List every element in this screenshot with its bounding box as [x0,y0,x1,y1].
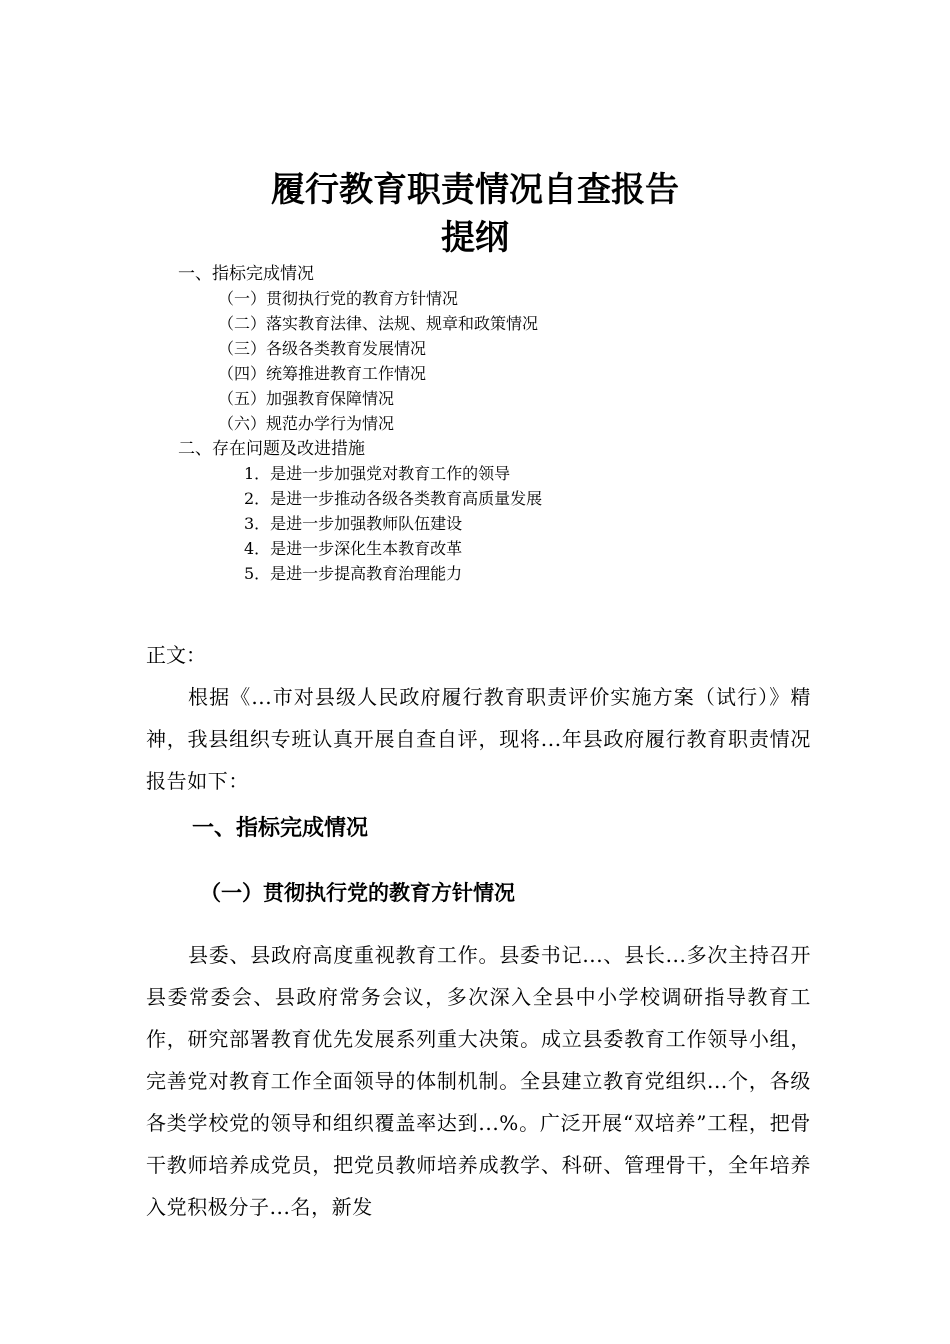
outline-numbered-item: 1．是进一步加强党对教育工作的领导 [244,464,511,483]
outline-heading-2: 二、存在问题及改进措施 [178,439,365,459]
document-title: 履行教育职责情况自查报告 [271,170,679,210]
outline-item: （三）各级各类教育发展情况 [218,339,427,358]
outline-item: （一）贯彻执行党的教育方针情况 [218,289,459,308]
subsection-heading: （一）贯彻执行党的教育方针情况 [200,880,515,905]
outline-numbered-item: 5．是进一步提高教育治理能力 [244,564,463,583]
outline-item: （四）统筹推进教育工作情况 [218,364,427,383]
outline-item: （六）规范办学行为情况 [218,414,395,433]
intro-paragraph: 根据《...市对县级人民政府履行教育职责评价实施方案（试行）》精神，我县组织专班认真开展自查自评，现将...年县政府履行教育职责情况报告如下： [146,685,811,793]
outline-item: （二）落实教育法律、法规、规章和政策情况 [218,314,539,333]
outline-heading-1: 一、指标完成情况 [178,264,314,284]
outline-item: （五）加强教育保障情况 [218,389,395,408]
outline-numbered-item: 2．是进一步推动各级各类教育高质量发展 [244,489,543,508]
outline-numbered-item: 4．是进一步深化生本教育改革 [244,539,463,558]
body-label: 正文： [146,643,206,667]
section-heading: 一、指标完成情况 [192,816,369,841]
document-subtitle: 提纲 [441,218,509,258]
body-paragraph: 县委、县政府高度重视教育工作。县委书记...、县长...多次主持召开县委常委会、县政府常务会议，多次深入全县中小学校调研指导教育工作，研究部署教育优先发展系列重大决策。成立县委教育工作领导小组，完善党对教育工作全面领导的体制机制。全县建立教育党组织...个，各级各类学校党的领导和组织覆盖率达到...%。广泛开展“双培养”工程，把骨干教师培养成党员，把党员教师培养成教学、科研、管理骨干，全年培养入党积极分子...名，新发 [146,943,811,1219]
outline-numbered-item: 3．是进一步加强教师队伍建设 [244,514,463,533]
